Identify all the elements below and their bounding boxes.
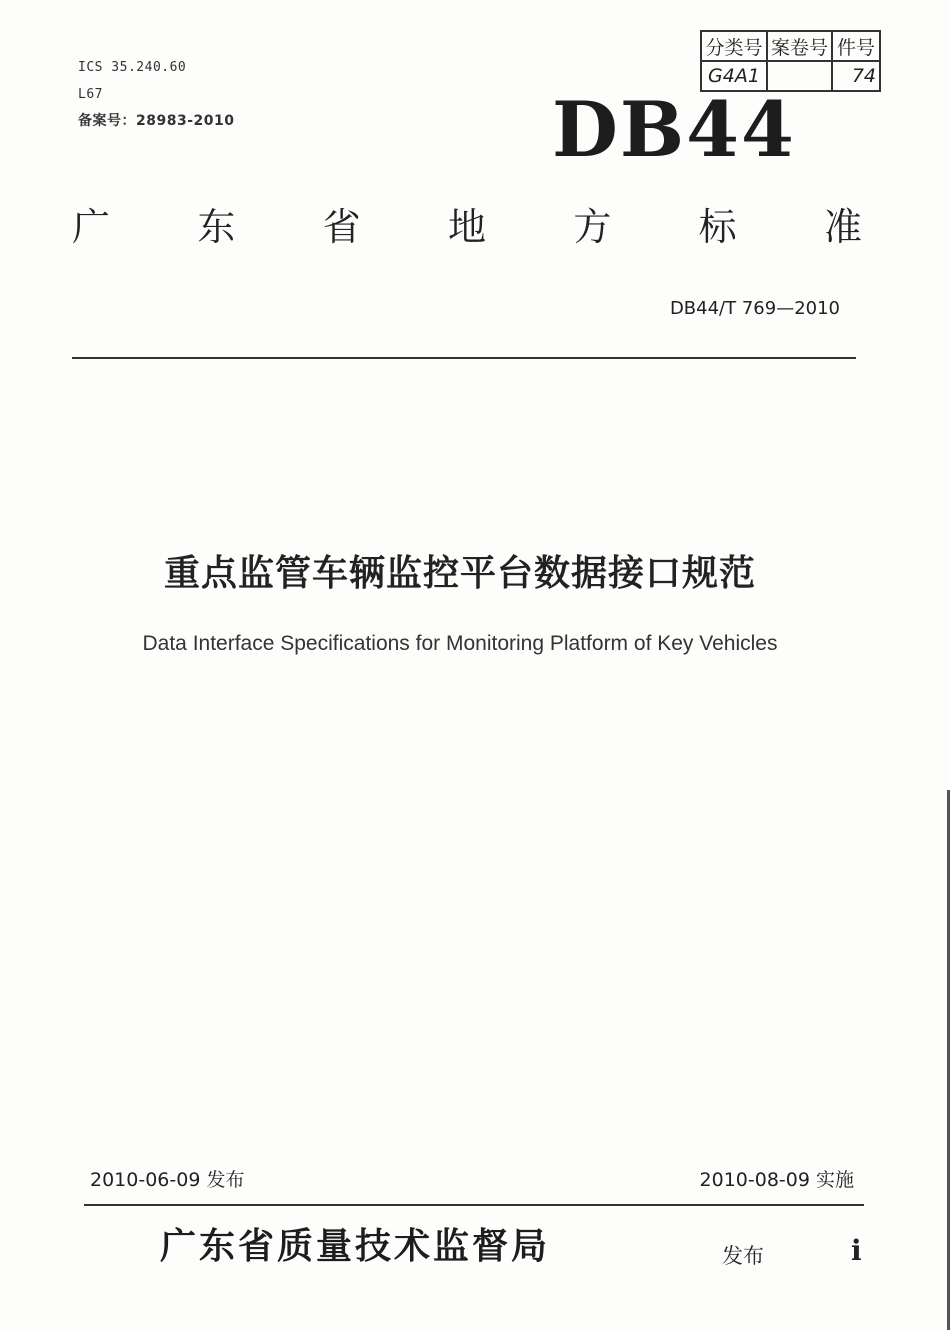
stamp-header-category: 分类号 bbox=[701, 31, 767, 61]
standard-authority-title bbox=[72, 205, 862, 249]
authority-char: 省 bbox=[322, 205, 361, 249]
authority-char: 广 bbox=[72, 205, 111, 249]
release-date: 2010-06-09 发布 bbox=[90, 1169, 245, 1191]
authority-char: 方 bbox=[573, 205, 612, 249]
ccs-code: L67 bbox=[78, 87, 103, 102]
stamp-value-item: 74 bbox=[832, 61, 880, 91]
standard-number: DB44/T 769—2010 bbox=[669, 298, 840, 319]
ics-code: ICS 35.240.60 bbox=[78, 60, 187, 75]
issuing-authority: 广东省质量技术监督局 bbox=[160, 1225, 551, 1267]
stamp-header-row bbox=[701, 31, 880, 61]
authority-char: 标 bbox=[698, 205, 737, 249]
authority-char: 地 bbox=[447, 205, 486, 249]
footer-divider bbox=[84, 1204, 864, 1206]
implement-date: 2010-08-09 实施 bbox=[699, 1169, 854, 1191]
record-number: 28983-2010 bbox=[136, 113, 235, 129]
record-label: 备案号： bbox=[78, 113, 136, 129]
chinese-title: 重点监管车辆监控平台数据接口规范 bbox=[163, 553, 756, 594]
archive-stamp-table bbox=[700, 30, 881, 92]
stamp-header-item: 件号 bbox=[832, 31, 880, 61]
record-number-line bbox=[78, 110, 234, 130]
header-divider bbox=[72, 357, 856, 359]
page-number: i bbox=[851, 1234, 862, 1267]
stamp-value-category: G4A1 bbox=[701, 61, 767, 91]
standard-code-logo: DB44 bbox=[552, 85, 796, 174]
english-title: Data Interface Specifications for Monitoring Platform of Key Vehicles bbox=[142, 632, 778, 655]
authority-char: 准 bbox=[823, 205, 862, 249]
issue-label: 发布 bbox=[722, 1244, 764, 1268]
authority-char: 东 bbox=[197, 205, 236, 249]
stamp-header-file: 案卷号 bbox=[767, 31, 832, 61]
